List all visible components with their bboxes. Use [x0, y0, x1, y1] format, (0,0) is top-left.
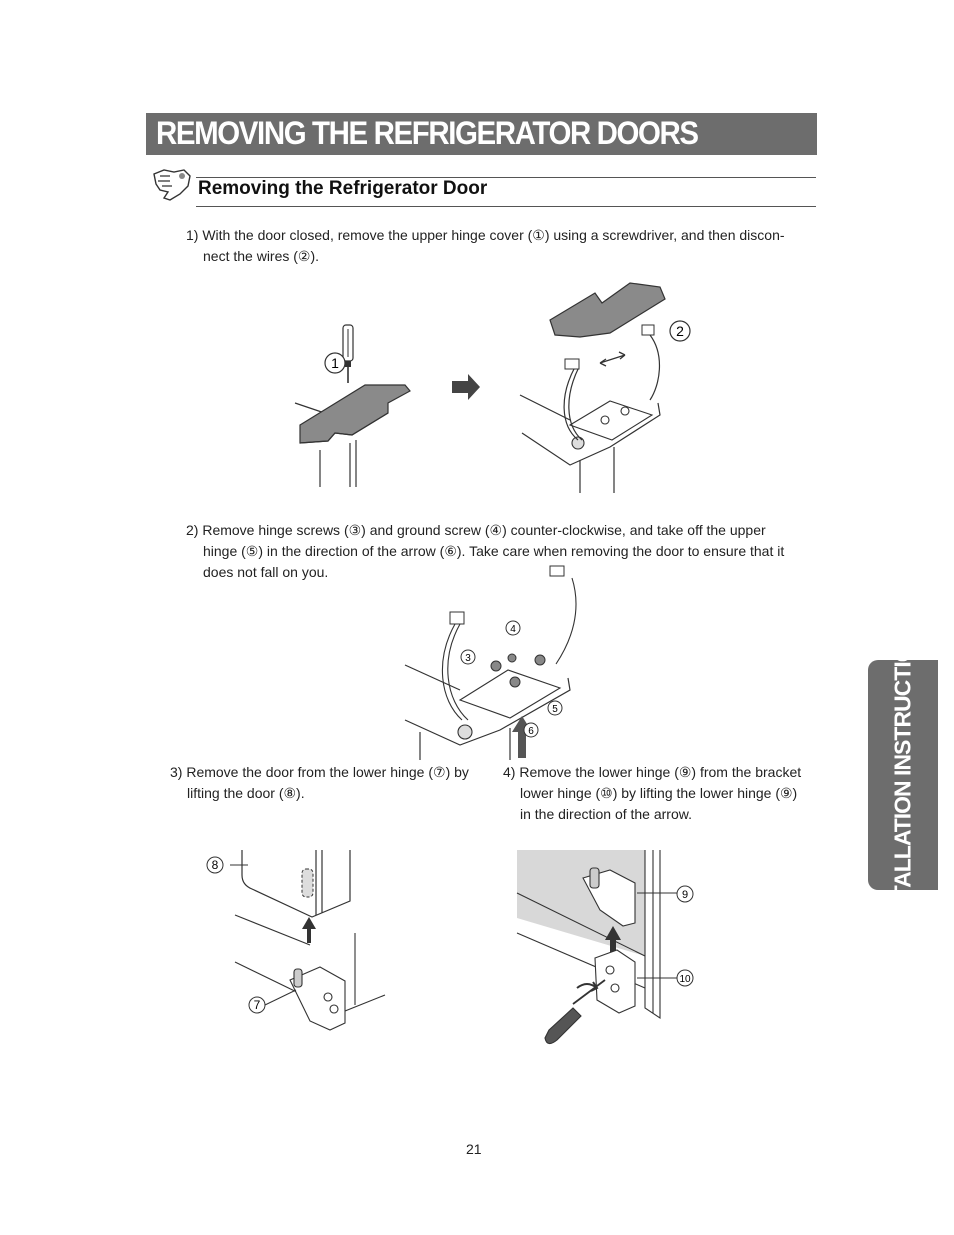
step-3-line-2: lifting the door (⑧).	[187, 785, 305, 801]
step-4	[503, 762, 813, 825]
page-title-bar	[146, 113, 817, 155]
step-4-line-1: 4) Remove the lower hinge (⑨) from the bracket	[503, 764, 802, 780]
svg-text:4: 4	[510, 624, 516, 635]
bracket-lower-hinge	[595, 950, 635, 1013]
step-2-line-3: does not fall on you.	[203, 564, 329, 580]
callout-7-leader	[265, 990, 296, 1005]
fridge-corner	[405, 665, 570, 760]
fridge-top-right	[520, 395, 660, 493]
svg-text:5: 5	[552, 704, 558, 715]
svg-text:7: 7	[253, 998, 261, 1012]
callout-6	[524, 723, 538, 737]
pointing-hand-icon	[150, 164, 194, 204]
side-tab-label: INSTALLATION INSTRUCTIONS	[889, 615, 916, 935]
svg-text:10: 10	[679, 974, 691, 985]
lower-hinge	[290, 967, 345, 1030]
hinge-cover-part	[300, 385, 410, 443]
double-arrow-icon	[600, 352, 625, 366]
svg-text:6: 6	[528, 726, 534, 737]
figure-hinge-screws	[400, 560, 600, 765]
svg-text:9: 9	[681, 889, 689, 901]
wire-connector	[565, 359, 579, 369]
step-2-line-2: hinge (⑤) in the direction of the arrow (⑥). Take care when removing the door to ensure that it	[203, 543, 785, 559]
right-arrow-icon	[452, 374, 480, 400]
side-tab	[868, 615, 938, 935]
callout-1	[325, 353, 345, 373]
figure-lower-hinge	[515, 848, 705, 1048]
step-1-line-1: 1) With the door closed, remove the upper hinge cover (①) using a screwdriver, and then discon-	[186, 227, 785, 243]
wire-connector-2	[642, 325, 654, 335]
door-panel	[242, 850, 350, 917]
svg-text:1: 1	[331, 355, 339, 371]
callout-4	[506, 621, 520, 635]
callout-8	[207, 857, 223, 873]
section-title: Removing the Refrigerator Door	[198, 178, 488, 199]
svg-text:3: 3	[465, 653, 471, 664]
step-2-line-1: 2) Remove hinge screws (③) and ground screw (④) counter-clockwise, and take off the upper	[186, 522, 766, 538]
step-4-line-3: in the direction of the arrow.	[520, 806, 692, 822]
callout-7	[249, 997, 265, 1013]
up-arrow-icon	[302, 917, 316, 943]
step-3	[170, 762, 490, 804]
wire-connector	[450, 612, 464, 624]
page-title: REMOVING THE REFRIGERATOR DOORS	[156, 115, 698, 151]
callout-9	[677, 886, 693, 902]
callout-2	[670, 321, 690, 341]
callout-3	[461, 650, 475, 664]
callout-5	[548, 701, 562, 715]
svg-text:8: 8	[211, 858, 219, 872]
door-handle	[302, 869, 313, 897]
step-3-line-1: 3) Remove the door from the lower hinge (⑦) by	[170, 764, 469, 780]
figure-lift-door	[200, 845, 390, 1035]
svg-text:2: 2	[676, 323, 684, 339]
step-1-line-2: nect the wires (②).	[203, 248, 320, 264]
callout-10	[677, 970, 693, 986]
rotate-arrow-icon	[577, 982, 597, 991]
step-4-line-2: lower hinge (⑩) by lifting the lower hinge (⑨)	[520, 785, 798, 801]
section-rule-bottom	[196, 206, 816, 207]
step-1	[186, 225, 806, 267]
screwdriver-icon	[343, 325, 353, 383]
wire-connector-2	[550, 566, 564, 576]
page-number: 21	[466, 1141, 482, 1157]
figure-hinge-cover-removal	[290, 275, 710, 495]
hinge-plate	[570, 401, 652, 449]
